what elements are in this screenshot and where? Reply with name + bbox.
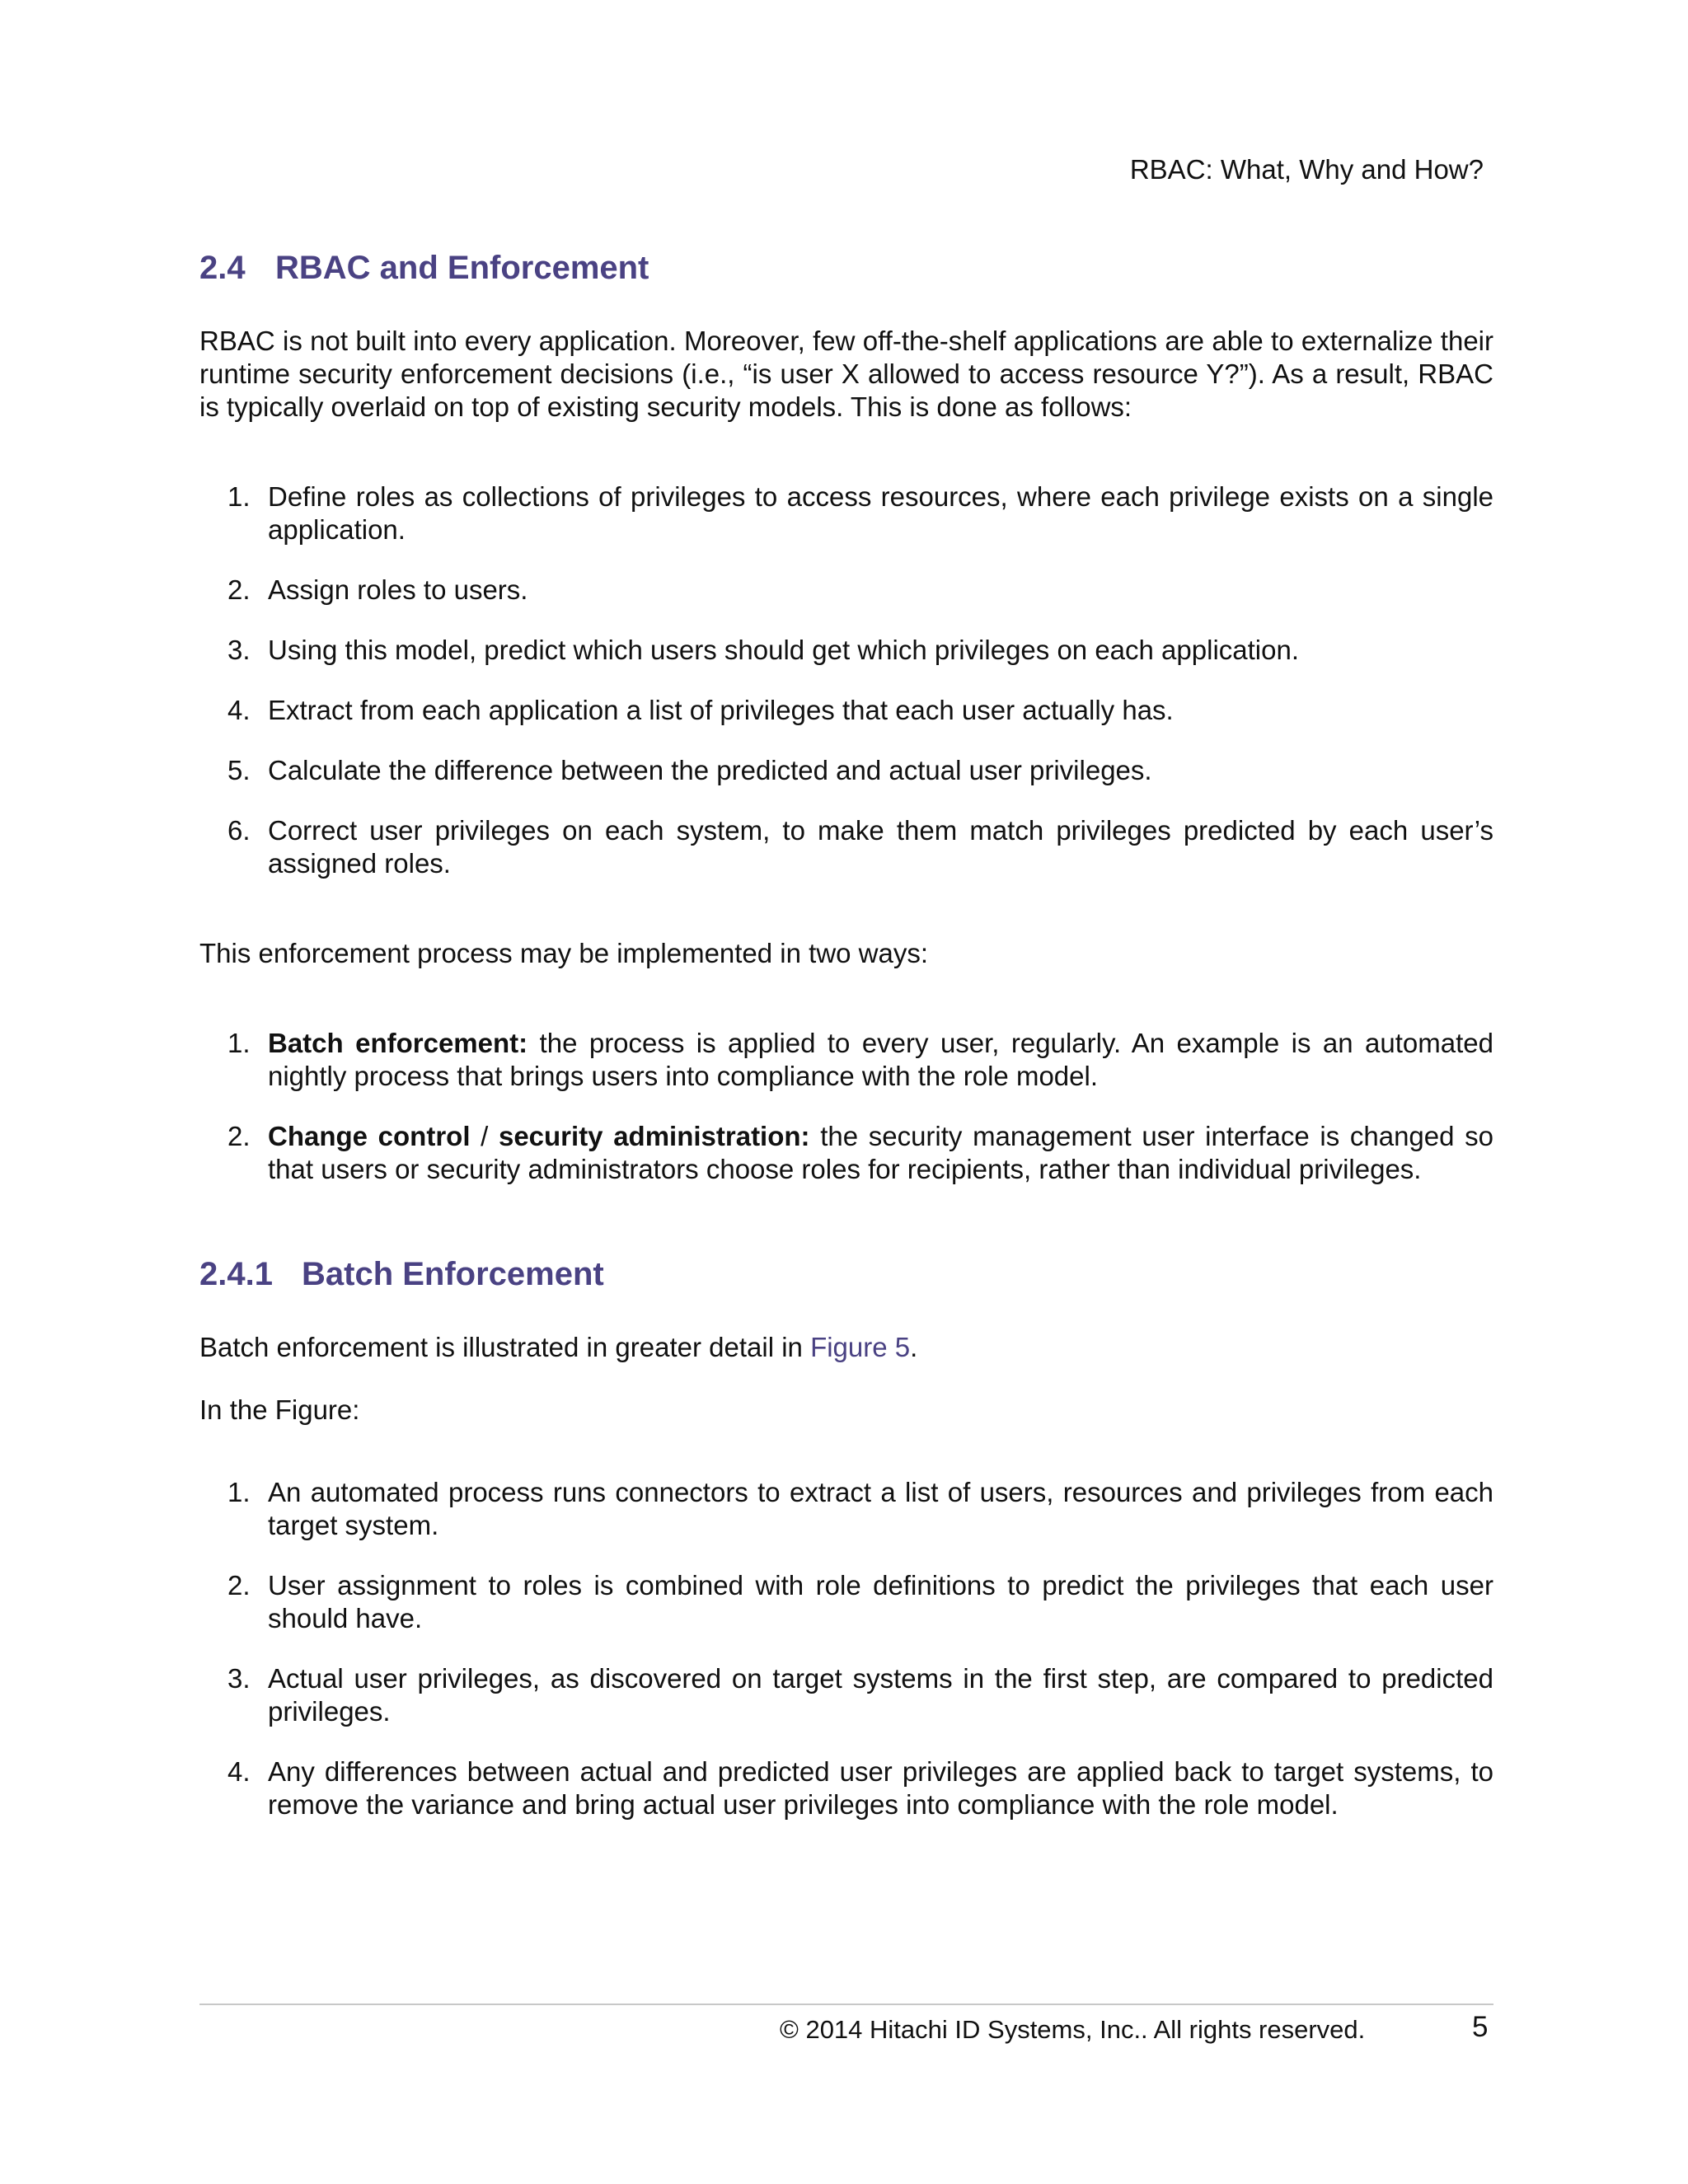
intro-text-end: . [910,1332,918,1362]
section-number: 2.4 [199,250,246,286]
list-item [199,1027,1493,1093]
list-marker: 1. [227,1477,251,1507]
section-intro-paragraph: RBAC is not built into every application. Moreover, few off-the-shelf applications are able to externalize their runtime security enforcement decisions (i.e., “is user X allowed to access resource Y?”). As a result, RBAC is typically overlaid on top of existing security models. This is done as follows: [199,326,1493,422]
subsection-heading [199,1254,1493,1295]
list-item [199,634,1493,667]
list-item-text: Extract from each application a list of privileges that each user actually has. [268,695,1174,725]
list-item [199,814,1493,880]
list-item-text: Actual user privileges, as discovered on target systems in the first step, are compared to predicted privileges. [268,1663,1493,1727]
list-marker: 1. [227,481,251,512]
list-marker: 4. [227,1756,251,1787]
subsection-intro-paragraph [199,1331,1493,1364]
list-item [199,574,1493,607]
batch-steps-list [199,1476,1493,1821]
list-item [199,1569,1493,1635]
list-item-text: Using this model, predict which users should get which privileges on each application. [268,635,1300,665]
subsection-title: Batch Enforcement [302,1256,604,1292]
term-separator: / [470,1121,499,1151]
term-batch-enforcement: Batch enforcement: [268,1028,528,1058]
footer-copyright: © 2014 Hitachi ID Systems, Inc.. All rights reserved. [780,2015,1366,2044]
list-marker: 1. [227,1028,251,1058]
term-security-administration: security administration: [498,1121,810,1151]
list-marker: 2. [227,574,251,605]
list-item [199,1476,1493,1542]
subsection-number: 2.4.1 [199,1256,273,1292]
enforcement-steps-list [199,480,1493,880]
list-item [199,1120,1493,1186]
list-item [199,480,1493,546]
list-item-text: Calculate the difference between the predicted and actual user privileges. [268,755,1152,785]
list-item-text: the security management user interface is changed so that users or security administrators choose roles for recipients, rather than individual privileges. [268,1121,1493,1184]
intro-text: Batch enforcement is illustrated in greater detail in [199,1332,811,1362]
enforcement-ways-list [199,1027,1493,1186]
figure-5-link[interactable]: Figure 5 [810,1332,911,1362]
term-change-control: Change control [268,1121,471,1151]
list-marker: 4. [227,695,251,725]
ways-intro-paragraph: This enforcement process may be implemented in two ways: [199,938,929,968]
list-item [199,694,1493,727]
list-item [199,1755,1493,1821]
list-marker: 3. [227,1663,251,1694]
list-item [199,754,1493,787]
page-number: 5 [1472,2011,1489,2043]
section-title: RBAC and Enforcement [275,250,649,286]
running-header: RBAC: What, Why and How? [1129,154,1484,185]
list-marker: 3. [227,635,251,665]
list-item-text: Define roles as collections of privileges to access resources, where each privilege exists on a single application. [268,481,1493,545]
list-marker: 2. [227,1570,251,1601]
list-marker: 6. [227,815,251,846]
list-item-text: User assignment to roles is combined with role definitions to predict the privileges that each user should have. [268,1570,1493,1633]
list-item-text: An automated process runs connectors to extract a list of users, resources and privileges from each target system. [268,1477,1493,1540]
page-content [199,247,1493,1821]
section-heading [199,247,1493,288]
list-marker: 2. [227,1121,251,1151]
list-item-text: Assign roles to users. [268,574,528,605]
list-item [199,1662,1493,1728]
list-item-text: Correct user privileges on each system, to make them match privileges predicted by each user’s assigned roles. [268,815,1493,879]
list-marker: 5. [227,755,251,785]
in-figure-paragraph: In the Figure: [199,1394,360,1425]
list-item-text: Any differences between actual and predicted user privileges are applied back to target systems, to remove the variance and bring actual user privileges into compliance with the role model. [268,1756,1493,1820]
footer-divider [199,2004,1493,2005]
list-item-text: the process is applied to every user, regularly. An example is an automated nightly process that brings users into compliance with the role model. [268,1028,1493,1091]
